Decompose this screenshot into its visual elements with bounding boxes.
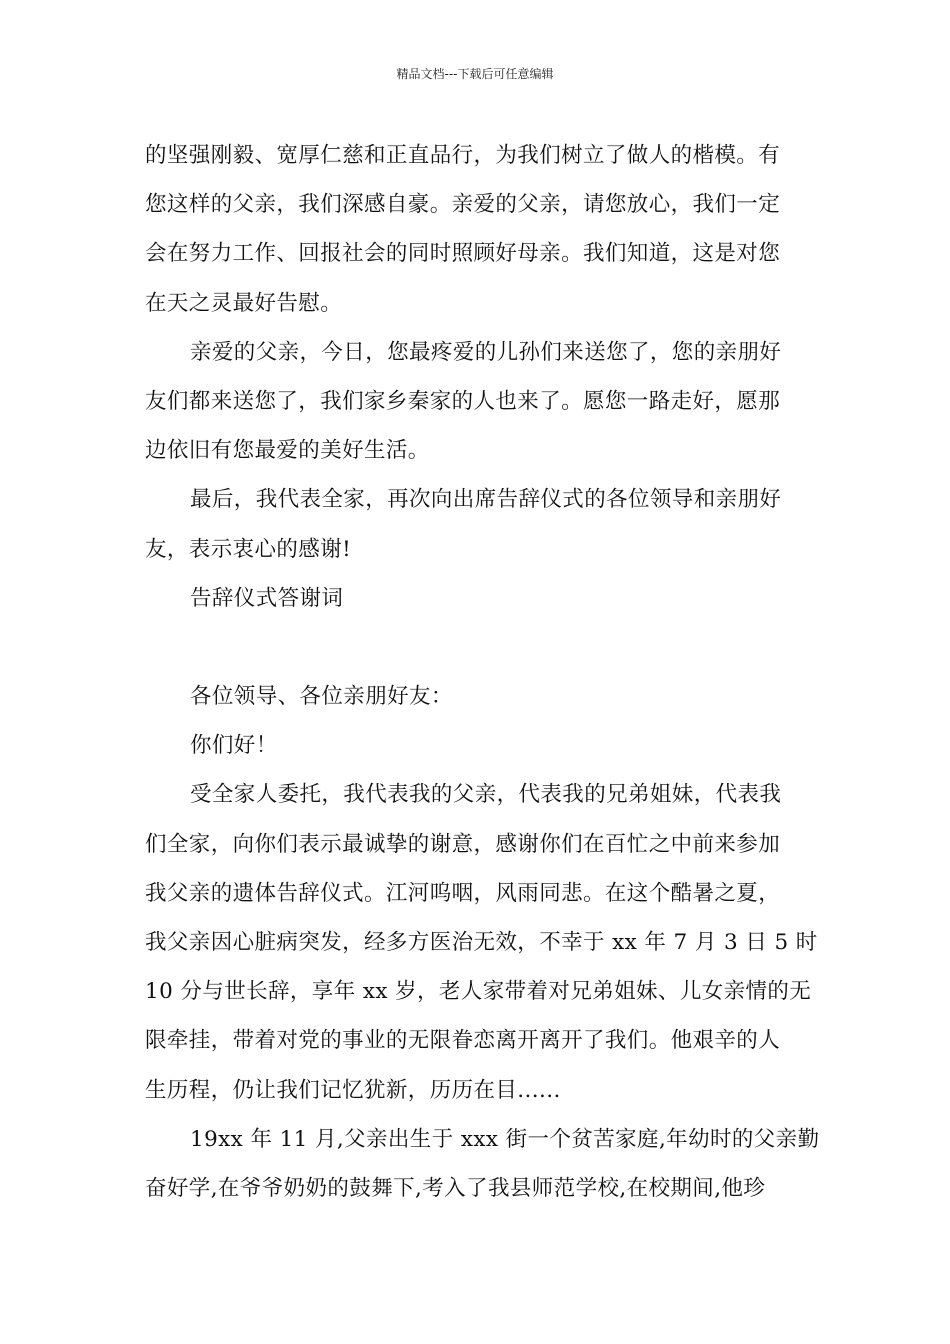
text-line: 在天之灵最好告慰。 — [145, 290, 343, 316]
text-line: 们全家，向你们表示最诚挚的谢意，感谢你们在百忙之中前来参加 — [145, 831, 781, 857]
blank-line — [145, 623, 810, 672]
text-line: 友们都来送您了，我们家乡秦家的人也来了。愿您一路走好，愿那 — [145, 388, 781, 414]
paragraph-start-line: 19xx 年 11 月,父亲出生于 xxx 街一个贫苦家庭,年幼时的父亲勤 — [190, 1126, 820, 1152]
text-line: 10 分与世长辞，享年 xx 岁，老人家带着对兄弟姐妹、儿女亲情的无 — [145, 979, 812, 1005]
text-line: 边依旧有您最爱的美好生活。 — [145, 438, 430, 464]
text-line: 您这样的父亲，我们深感自豪。亲爱的父亲，请您放心，我们一定 — [145, 192, 781, 218]
text-line: 生历程，仍让我们记忆犹新，历历在目...... — [145, 1077, 561, 1103]
paragraph-start-line: 最后，我代表全家，再次向出席告辞仪式的各位领导和亲朋好 — [190, 487, 782, 513]
text-line: 友，表示衷心的感谢! — [145, 536, 352, 562]
page-header: 精品文档---下载后可任意编辑 — [396, 67, 554, 81]
text-line: 奋好学,在爷爷奶奶的鼓舞下,考入了我县师范学校,在校期间,他珍 — [145, 1175, 766, 1201]
text-line: 我父亲因心脏病突发，经多方医治无效，不幸于 xx 年 7 月 3 日 5 时 — [145, 930, 818, 955]
document-body — [145, 131, 820, 1213]
text-line: 我父亲的遗体告辞仪式。江河呜咽，风雨同悲。在这个酷暑之夏， — [145, 880, 781, 906]
text-line: 限牵挂，带着对党的事业的无限眷恋离开离开了我们。他艰辛的人 — [145, 1028, 781, 1054]
paragraph-start-line: 亲爱的父亲，今日，您最疼爱的儿孙们来送您了，您的亲朋好 — [190, 339, 782, 365]
text-line: 会在努力工作、回报社会的同时照顾好母亲。我们知道，这是对您 — [145, 241, 781, 267]
section-title: 告辞仪式答谢词 — [190, 585, 344, 611]
text-line: 的坚强刚毅、宽厚仁慈和正直品行，为我们树立了做人的楷模。有 — [145, 143, 781, 168]
salutation: 各位领导、各位亲朋好友： — [190, 684, 453, 710]
greeting: 你们好！ — [190, 733, 278, 759]
paragraph-start-line: 受全家人委托，我代表我的父亲，代表我的兄弟姐妹，代表我 — [190, 782, 782, 808]
